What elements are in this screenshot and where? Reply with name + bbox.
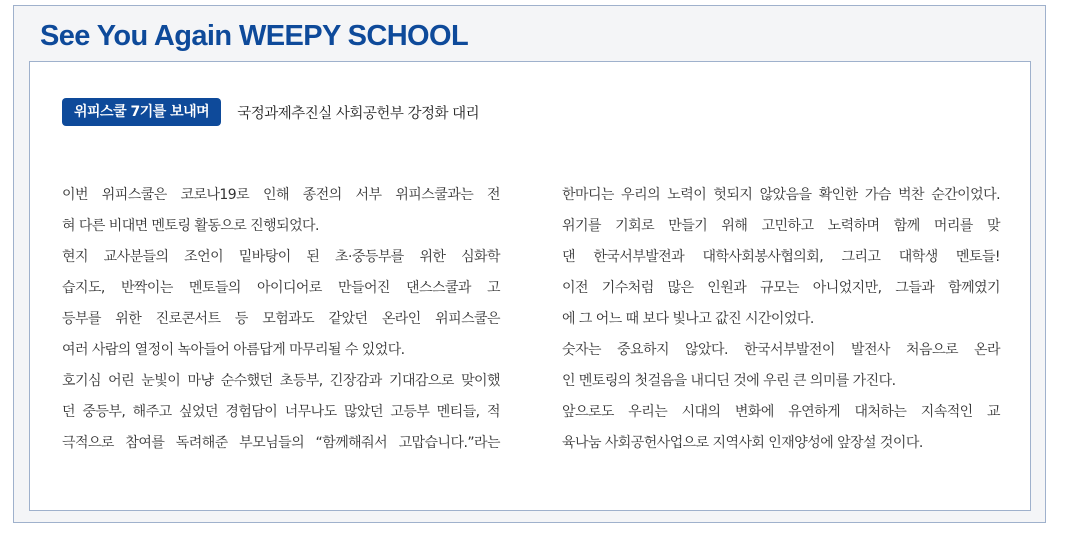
body-line: 한마디는 우리의 노력이 헛되지 않았음을 확인한 가슴 벅찬 순간이었다.	[562, 187, 1000, 203]
body-line: 습지도, 반짝이는 멘토들의 아이디어로 만들어진 댄스스쿨과 고	[62, 280, 500, 296]
body-column-left	[62, 180, 500, 459]
body-line: 여러 사람의 열정이 녹아들어 아름답게 마무리될 수 있었다.	[62, 342, 405, 358]
article-frame	[13, 5, 1046, 523]
body-line: 던 중등부, 해주고 싶었던 경험담이 너무나도 많았던 고등부 멘티들, 적	[62, 404, 500, 420]
section-badge: 위피스쿨 7기를 보내며	[62, 98, 221, 126]
article-card	[29, 61, 1031, 511]
body-line: 위기를 기회로 만들기 위해 고민하고 노력하며 함께 머리를 맞	[562, 218, 1000, 234]
body-line: 이번 위피스쿨은 코로나19로 인해 종전의 서부 위피스쿨과는 전	[62, 187, 500, 203]
page-title: See You Again WEEPY SCHOOL	[40, 20, 469, 52]
body-line: 앞으로도 우리는 시대의 변화에 유연하게 대처하는 지속적인 교	[562, 404, 1000, 420]
body-line: 육나눔 사회공헌사업으로 지역사회 인재양성에 앞장설 것이다.	[562, 435, 923, 451]
body-line: 극적으로 참여를 독려해준 부모님들의 “함께해줘서 고맙습니다.”라는	[62, 435, 500, 451]
body-line: 현지 교사분들의 조언이 밑바탕이 된 초·중등부를 위한 심화학	[62, 249, 500, 265]
body-line: 혀 다른 비대면 멘토링 활동으로 진행되었다.	[62, 218, 319, 234]
author-byline: 국정과제추진실 사회공헌부 강정화 대리	[237, 105, 480, 122]
body-line: 숫자는 중요하지 않았다. 한국서부발전이 발전사 처음으로 온라	[562, 342, 1000, 358]
body-line: 이전 기수처럼 많은 인원과 규모는 아니었지만, 그들과 함께였기	[562, 280, 1000, 296]
article-header	[62, 98, 479, 126]
body-line: 호기심 어린 눈빛이 마냥 순수했던 초등부, 긴장감과 기대감으로 맞이했	[62, 373, 500, 389]
body-column-right	[562, 180, 1000, 459]
body-line: 인 멘토링의 첫걸음을 내디딘 것에 우린 큰 의미를 가진다.	[562, 373, 896, 389]
body-line: 에 그 어느 때 보다 빛나고 값진 시간이었다.	[562, 311, 814, 327]
body-line: 댄 한국서부발전과 대학사회봉사협의회, 그리고 대학생 멘토들!	[562, 249, 1000, 265]
body-line: 등부를 위한 진로콘서트 등 모험과도 같았던 온라인 위피스쿨은	[62, 311, 500, 327]
